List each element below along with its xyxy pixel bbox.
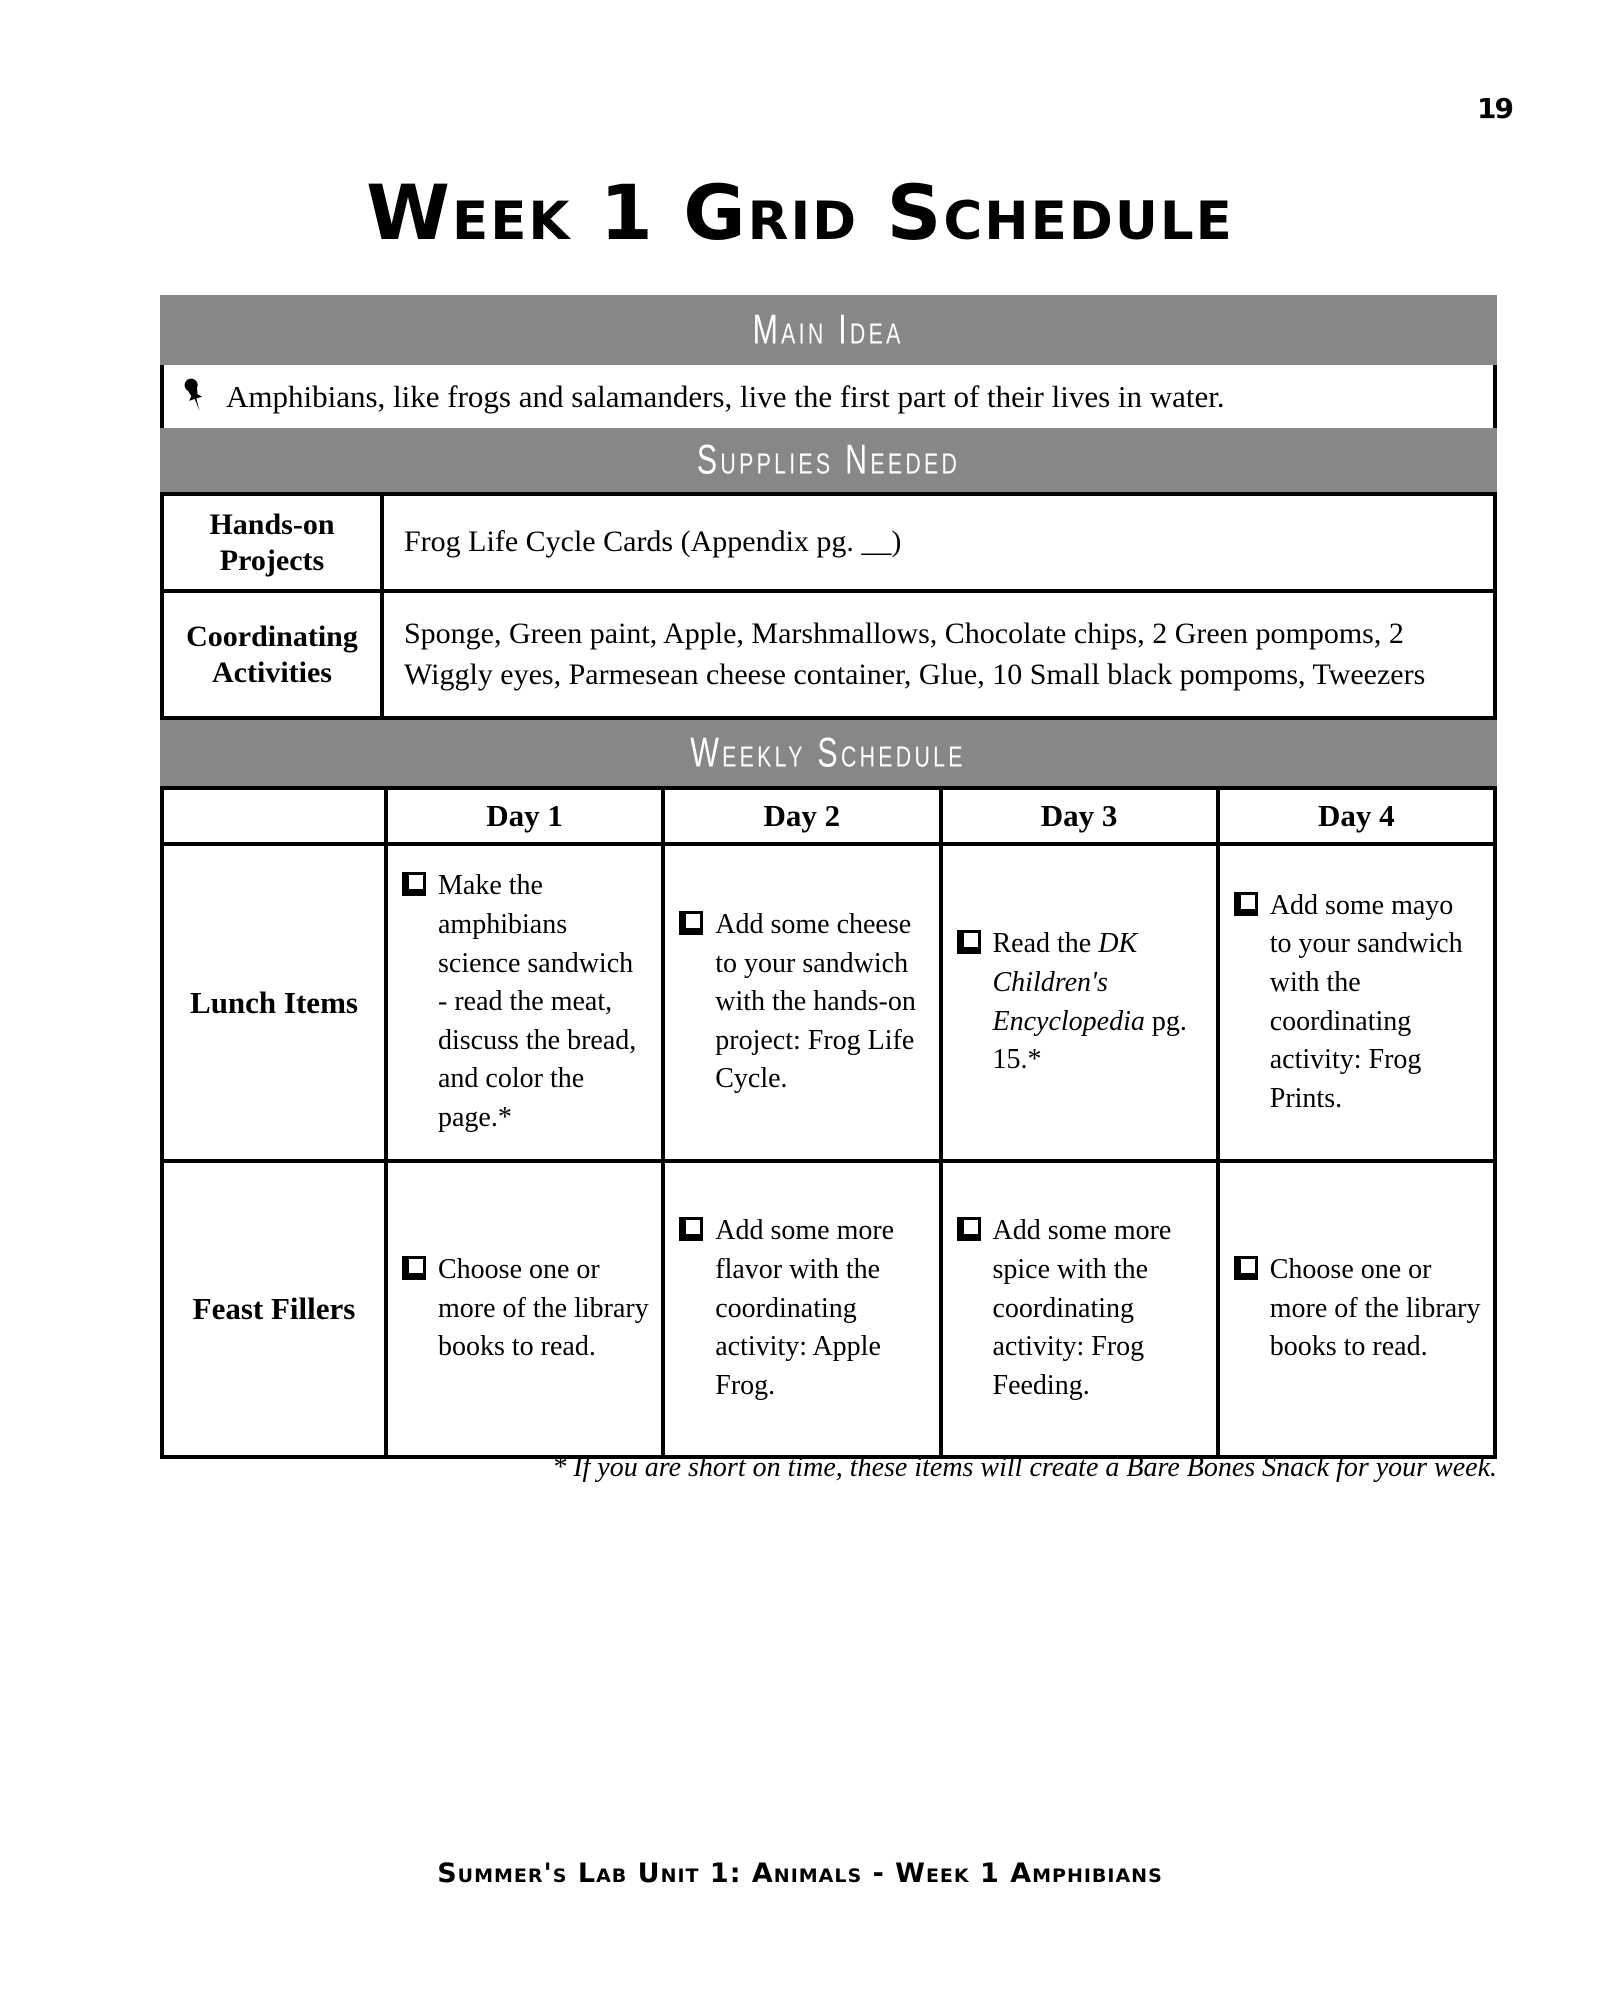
feast-day-1-cell (384, 1159, 661, 1455)
feast-fillers-row-label: Feast Fillers (164, 1159, 384, 1455)
book-title-italic: DK Children's Encyclopedia (992, 928, 1145, 1037)
main-idea-section-header (160, 295, 1497, 365)
empty-checkbox-icon (402, 872, 426, 896)
lunch-day-3-text: Read the DK Children's Encyclopedia pg. 15.* (992, 928, 1187, 1076)
main-idea-text: Amphibians, like frogs and salamanders, live the first part of their lives in water. (226, 378, 1225, 414)
empty-checkbox-icon (402, 1256, 426, 1280)
main-idea-row (160, 365, 1497, 428)
empty-checkbox-icon (1234, 1256, 1258, 1280)
weekly-corner-cell (164, 790, 384, 842)
lunch-day-4-text: Add some mayo to your sandwich with the coordinating activity: Frog Prints. (1269, 889, 1463, 1114)
feast-day-4-cell (1216, 1159, 1493, 1455)
lunch-items-row-label: Lunch Items (164, 842, 384, 1159)
feast-day-1-text: Choose one or more of the library books to read. (438, 1254, 649, 1363)
supplies-table (160, 492, 1497, 720)
page-footer: Summer's Lab Unit 1: Animals - Week 1 Amphibians (437, 1858, 1163, 1889)
lunch-day-2-cell (661, 842, 938, 1159)
main-idea-section-title: Main Idea (752, 306, 905, 353)
feast-day-2-text: Add some more flavor with the coordinating activity: Apple Frog. (715, 1215, 895, 1401)
day-4-header: Day 4 (1216, 790, 1493, 842)
day-1-header: Day 1 (384, 790, 661, 842)
lunch-day-4-cell (1216, 842, 1493, 1159)
day-2-header: Day 2 (661, 790, 938, 842)
supplies-row-label-coordinating: Coordinating Activities (164, 589, 384, 716)
empty-checkbox-icon (957, 930, 981, 954)
supplies-section-title: Supplies Needed (696, 436, 961, 483)
supplies-row-value-hands-on: Frog Life Cycle Cards (Appendix pg. __) (404, 525, 902, 559)
weekly-section-header (160, 720, 1497, 786)
page-title: Week 1 Grid Schedule (366, 168, 1234, 257)
lunch-day-3-cell (939, 842, 1216, 1159)
day-3-header: Day 3 (939, 790, 1216, 842)
feast-day-3-text: Add some more spice with the coordinating activity: Frog Feeding. (992, 1215, 1172, 1401)
lunch-day-1-cell (384, 842, 661, 1159)
feast-day-3-cell (939, 1159, 1216, 1455)
feast-day-4-text: Choose one or more of the library books to read. (1269, 1254, 1481, 1363)
lunch-day-2-text: Add some cheese to your sandwich with the hands-on project: Frog Life Cycle. (715, 908, 916, 1095)
page-number: 19 (1477, 92, 1512, 125)
weekly-schedule-table (160, 786, 1497, 1459)
supplies-row-label-hands-on: Hands-on Projects (164, 496, 384, 589)
empty-checkbox-icon (1234, 892, 1258, 916)
schedule-table (160, 295, 1497, 1459)
feast-day-2-cell (661, 1159, 938, 1455)
supplies-section-header (160, 428, 1497, 492)
weekly-section-title: Weekly Schedule (690, 729, 967, 776)
lunch-day-1-text: Make the amphibians science sandwich - read the meat, discuss the bread, and color the page.* (438, 870, 637, 1134)
pushpin-icon (180, 377, 210, 417)
empty-checkbox-icon (679, 1217, 703, 1241)
empty-checkbox-icon (679, 911, 703, 935)
empty-checkbox-icon (957, 1217, 981, 1241)
footnote: * If you are short on time, these items will create a Bare Bones Snack for your week. (552, 1452, 1497, 1483)
supplies-row-value-coordinating: Sponge, Green paint, Apple, Marshmallows, Chocolate chips, 2 Green pompoms, 2 Wiggly eyes, Parmesean cheese container, Glue, 10 Small black pompoms, Tweezers (384, 589, 1493, 716)
